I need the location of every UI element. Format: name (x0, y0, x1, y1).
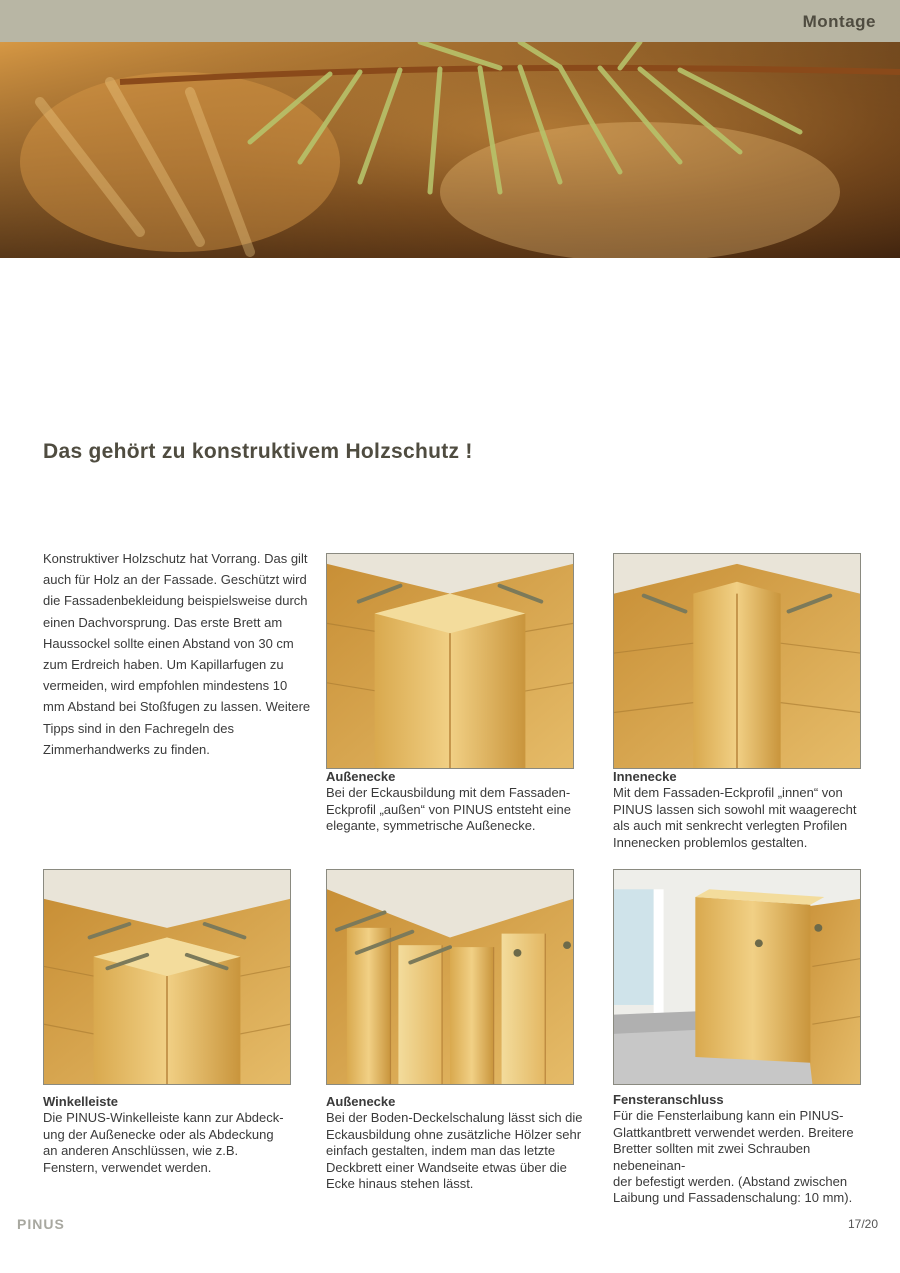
figure-innenecke (613, 553, 861, 769)
caption-title: Außenecke (326, 769, 396, 784)
intro-paragraph: Konstruktiver Holzschutz hat Vorrang. Das gilt auch für Holz an der Fassade. Geschützt wird die Fassadenbekleidung beispielsweise durch einen Dachvorsprung. Das erste Brett am Haussockel sollte einen Abstand von 30 cm zum Erdreich haben. Um Kapillarfugen zu vermeiden, wird empfohlen mindestens 10 mm Abstand bei Stoßfugen zu lassen. Weitere Tipps sind in den Fachregeln des Zimmerhandwerks zu finden. (43, 551, 311, 757)
page-number: 17/20 (847, 1217, 878, 1231)
caption-text: Bei der Boden-Deckelschalung lässt sich die Eckausbildung ohne zusätzliche Hölzer sehr einfach gestalten, indem man das letzte Deckbrett einer Wandseite etwas über die Ecke hinaus stehen lässt. (326, 1110, 583, 1192)
figure-fensteranschluss (613, 869, 861, 1085)
pinus-logo: PINUS (17, 1216, 65, 1232)
caption-title: Innenecke (613, 769, 677, 784)
figure-aussenecke-boden-deckel (326, 869, 574, 1085)
caption-title: Fensteranschluss (613, 1092, 724, 1107)
caption-text: Bei der Eckausbildung mit dem Fassaden- Eckprofil „außen“ von PINUS entsteht eine elegante, symmetrische Außenecke. (326, 785, 571, 834)
caption-aussenecke-profile (326, 769, 588, 835)
caption-text: Mit dem Fassaden-Eckprofil „innen“ von PINUS lassen sich sowohl mit waagerecht als auch mit senkrecht verlegten Profilen Innenecken problemlos gestalten. (613, 785, 857, 850)
caption-text: Für die Fensterlaibung kann ein PINUS- Glattkantbrett verwendet werden. Breitere Bretter sollten mit zwei Schrauben nebeneinan- der befestigt werden. (Abstand zwischen Laibung und Fassadenschalung: 10 mm). (613, 1108, 854, 1206)
caption-fensteranschluss (613, 1092, 875, 1207)
caption-winkelleiste (43, 1094, 305, 1176)
pine-branch-image (0, 42, 900, 258)
caption-innenecke (613, 769, 875, 851)
hero-image (0, 42, 900, 258)
caption-title: Winkelleiste (43, 1094, 119, 1109)
figure-aussenecke-profile (326, 553, 574, 769)
page-headline: Das gehört zu konstruktivem Holzschutz ! (43, 440, 473, 463)
section-title: Montage (802, 12, 876, 31)
figure-winkelleiste (43, 869, 291, 1085)
caption-title: Außenecke (326, 1094, 396, 1109)
caption-text: Die PINUS-Winkelleiste kann zur Abdeck- ung der Außenecke oder als Abdeckung an anderen Anschlüssen, wie z.B. Fenstern, verwendet werden. (43, 1110, 284, 1175)
header-bar (0, 0, 900, 42)
caption-aussenecke-boden-deckel (326, 1094, 588, 1192)
